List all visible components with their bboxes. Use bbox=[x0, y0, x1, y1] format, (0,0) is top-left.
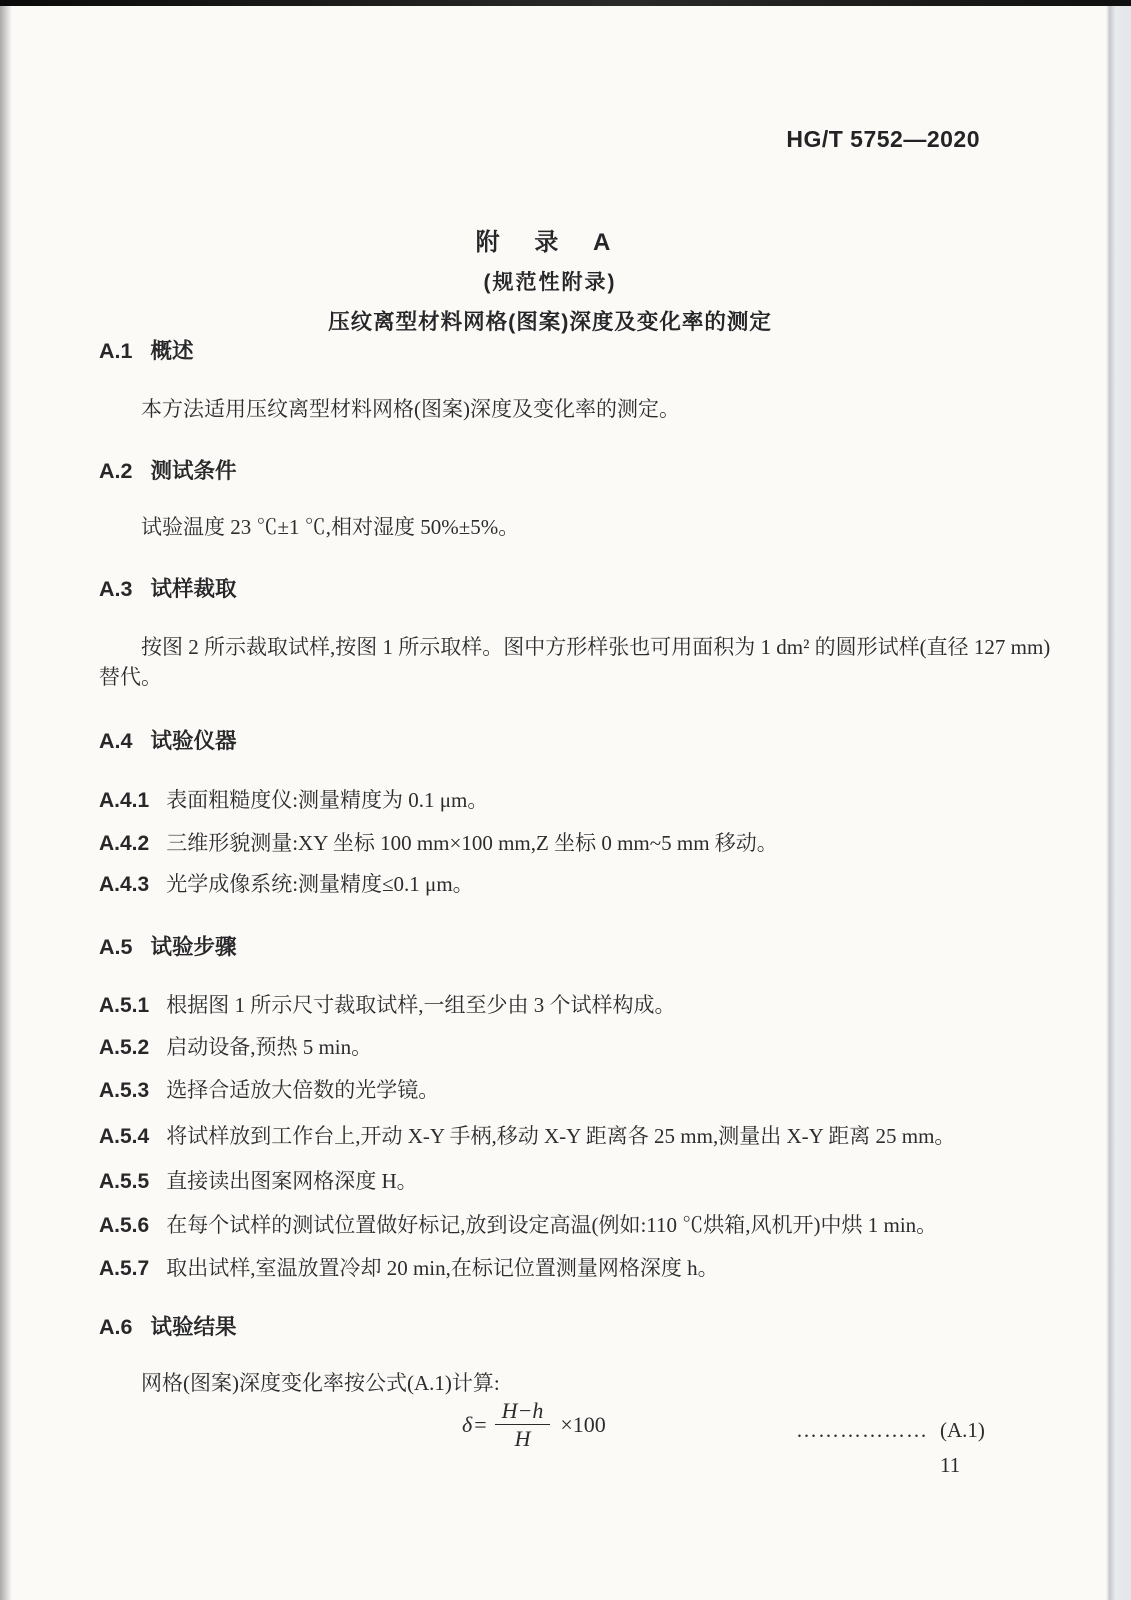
formula-equals: = bbox=[474, 1411, 487, 1437]
paragraph-a1: 本方法适用压纹离型材料网格(图案)深度及变化率的测定。 bbox=[141, 397, 680, 421]
clause-text: 根据图 1 所示尺寸裁取试样,一组至少由 3 个试样构成。 bbox=[166, 993, 676, 1017]
section-title: 试样裁取 bbox=[150, 577, 237, 601]
clause-text: 将试样放到工作台上,开动 X-Y 手柄,移动 X-Y 距离各 25 mm,测量出 X-Y 距离 25 mm。 bbox=[166, 1124, 956, 1148]
clause-text: 在每个试样的测试位置做好标记,放到设定高温(例如:110 ℃烘箱,风机开)中烘 1 min。 bbox=[166, 1213, 938, 1237]
section-number: A.5 bbox=[99, 935, 133, 959]
section-title: 概述 bbox=[150, 339, 194, 363]
formula-reference bbox=[796, 1418, 985, 1443]
section-title: 试验结果 bbox=[150, 1315, 237, 1339]
section-heading-a2 bbox=[99, 454, 236, 485]
appendix-title-line3: 压纹离型材料网格(图案)深度及变化率的测定 bbox=[328, 310, 772, 334]
section-number: A.1 bbox=[99, 339, 133, 363]
section-number: A.6 bbox=[99, 1315, 133, 1339]
clause-text: 选择合适放大倍数的光学镜。 bbox=[166, 1078, 440, 1102]
formula-a1 bbox=[462, 1398, 606, 1452]
page-number: 11 bbox=[940, 1453, 961, 1477]
formula-delta: δ bbox=[462, 1411, 473, 1437]
section-heading-a5 bbox=[99, 930, 236, 961]
dotted-leader: ……………… bbox=[796, 1418, 928, 1442]
clause-text: 表面粗糙度仪:测量精度为 0.1 μm。 bbox=[166, 788, 489, 812]
appendix-title-line1: 附 录 A bbox=[475, 229, 625, 256]
clause-a5-1 bbox=[99, 989, 675, 1019]
clause-a5-3 bbox=[99, 1074, 439, 1104]
section-title: 试验步骤 bbox=[150, 935, 237, 959]
clause-a4-1 bbox=[99, 784, 488, 814]
section-heading-a4 bbox=[99, 724, 236, 755]
clause-a4-2 bbox=[99, 827, 778, 857]
clause-text: 三维形貌测量:XY 坐标 100 mm×100 mm,Z 坐标 0 mm~5 mm 移动。 bbox=[166, 831, 778, 855]
section-number: A.4 bbox=[99, 729, 133, 753]
clause-number: A.5.3 bbox=[99, 1079, 150, 1102]
paragraph-a2: 试验温度 23 ℃±1 ℃,相对湿度 50%±5%。 bbox=[141, 515, 520, 539]
section-heading-a1 bbox=[99, 334, 193, 365]
paragraph-a3: 按图 2 所示裁取试样,按图 1 所示取样。图中方形样张也可用面积为 1 dm² 的圆形试样(直径 127 mm)替代。 bbox=[99, 635, 1051, 689]
clause-text: 取出试样,室温放置冷却 20 min,在标记位置测量网格深度 h。 bbox=[166, 1256, 719, 1280]
clause-a5-4 bbox=[99, 1120, 955, 1150]
clause-number: A.5.1 bbox=[99, 994, 150, 1017]
section-title: 测试条件 bbox=[150, 459, 237, 483]
clause-number: A.5.4 bbox=[99, 1125, 150, 1148]
clause-text: 启动设备,预热 5 min。 bbox=[166, 1035, 373, 1059]
appendix-title-line2: (规范性附录) bbox=[483, 271, 617, 294]
section-number: A.2 bbox=[99, 459, 133, 483]
clause-a5-7 bbox=[99, 1252, 719, 1282]
formula-fraction bbox=[495, 1398, 551, 1452]
clause-number: A.4.3 bbox=[99, 873, 150, 896]
formula-label: (A.1) bbox=[940, 1418, 985, 1442]
formula-multiplier: ×100 bbox=[560, 1411, 606, 1437]
paragraph-a6: 网格(图案)深度变化率按公式(A.1)计算: bbox=[141, 1371, 500, 1395]
clause-a5-2 bbox=[99, 1031, 372, 1061]
clause-a5-6 bbox=[99, 1209, 937, 1239]
clause-number: A.4.2 bbox=[99, 832, 150, 855]
section-heading-a6 bbox=[99, 1310, 236, 1341]
standard-code-header: HG/T 5752—2020 bbox=[786, 126, 980, 152]
clause-number: A.4.1 bbox=[99, 789, 150, 812]
appendix-title-block bbox=[0, 222, 1100, 336]
clause-text: 直接读出图案网格深度 H。 bbox=[166, 1169, 418, 1193]
scan-right-background bbox=[1109, 6, 1131, 1600]
section-heading-a3 bbox=[99, 572, 236, 603]
section-number: A.3 bbox=[99, 577, 133, 601]
clause-text: 光学成像系统:测量精度≤0.1 μm。 bbox=[166, 872, 474, 896]
section-title: 试验仪器 bbox=[150, 729, 237, 753]
clause-number: A.5.6 bbox=[99, 1214, 150, 1237]
clause-number: A.5.5 bbox=[99, 1170, 150, 1193]
formula-denominator: H bbox=[514, 1426, 531, 1452]
clause-number: A.5.2 bbox=[99, 1036, 150, 1059]
clause-a5-5 bbox=[99, 1165, 418, 1195]
clause-a4-3 bbox=[99, 868, 474, 898]
formula-numerator: H−h bbox=[495, 1398, 551, 1425]
clause-number: A.5.7 bbox=[99, 1257, 150, 1280]
scan-top-edge bbox=[0, 0, 1131, 6]
